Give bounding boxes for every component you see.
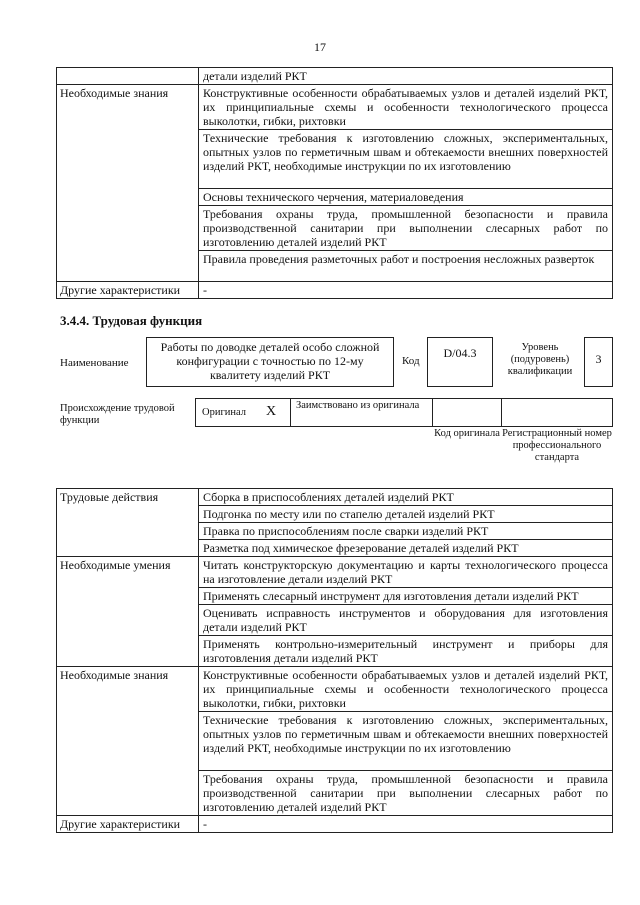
table-row [57,557,613,588]
table-row [57,68,613,85]
table-cell: Подгонка по месту или по стапелю деталей изделий РКТ [199,506,613,523]
table-cell: - [199,816,613,833]
origin-label: Происхождение трудовой функции [60,403,175,426]
row-category: Необходимые умения [57,557,199,667]
row-category: Необходимые знания [57,667,199,816]
divider [290,399,291,426]
row-category: Другие характеристики [57,282,199,299]
section-heading: 3.4.4. Трудовая функция [60,313,203,328]
name-box [146,337,394,387]
row-category: Необходимые знания [57,85,199,282]
table-cell: Применять слесарный инструмент для изготовления детали изделий РКТ [199,588,613,605]
row-category [57,68,199,85]
table-cell: Конструктивные особенности обрабатываемых узлов и деталей изделий РКТ, их принципиальные схемы и особенности технологического процесса выколотки, гибки, рихтовки [199,85,613,130]
table-cell: - [199,282,613,299]
row-category: Трудовые действия [57,489,199,557]
table-cell: Требования охраны труда, промышленной безопасности и правила производственной санитарии при выполнении слесарных работ по изготовлению деталей изделий РКТ [199,771,613,816]
name-label: Наименование [60,357,129,369]
table-row [57,816,613,833]
table-cell: Читать конструкторскую документацию и карты технологического процесса на изготовление детали изделий РКТ [199,557,613,588]
table-row [57,282,613,299]
level-label: Уровень (подуровень) квалификации [507,342,573,377]
table-cell: детали изделий РКТ [199,68,613,85]
level-value: 3 [595,352,602,366]
divider [501,399,502,426]
table-cell: Сборка в приспособлениях деталей изделий РКТ [199,489,613,506]
code-value: D/04.3 [443,346,477,360]
table-cell: Технические требования к изготовлению сложных, экспериментальных, опытных узлов по герметичным швам и обтекаемости внешних поверхностей изделий РКТ, необходимые инструкции по их изготовлению [199,712,613,771]
table-cell: Правка по приспособлениям после сварки изделий РКТ [199,523,613,540]
borrowed-label: Заимствовано из оригинала [296,400,420,411]
table-cell: Применять контрольно-измерительный инструмент и приборы для изготовления детали изделий РКТ [199,636,613,667]
table-cell: Основы технического черчения, материаловедения [199,189,613,206]
code-original-label: Код оригинала [434,428,500,439]
table-cell: Разметка под химическое фрезерование деталей изделий РКТ [199,540,613,557]
original-mark: X [266,404,277,419]
table-row [57,667,613,712]
table-cell: Требования охраны труда, промышленной безопасности и правила производственной санитарии при выполнении слесарных работ по изготовлению деталей изделий РКТ [199,206,613,251]
table-cell: Оценивать исправность инструментов и оборудования для изготовления детали изделий РКТ [199,605,613,636]
table-cell: Правила проведения разметочных работ и построения несложных разверток [199,251,613,282]
knowledge-table-top [56,67,613,299]
code-label: Код [402,355,420,367]
divider [432,399,433,426]
level-box [584,337,613,387]
original-label: Оригинал [202,407,246,418]
page-number: 17 [314,40,326,54]
row-category: Другие характеристики [57,816,199,833]
table-cell: Конструктивные особенности обрабатываемых узлов и деталей изделий РКТ, их принципиальные схемы и особенности технологического процесса выколотки, гибки, рихтовки [199,667,613,712]
origin-row [195,398,613,427]
table-row [57,85,613,130]
reg-number-label: Регистрационный номер профессионального стандарта [502,428,612,463]
code-box [427,337,493,387]
function-table [56,488,613,833]
name-value: Работы по доводке деталей особо сложной конфигурации с точностью по 12-му квалитету изделий РКТ [160,340,380,382]
table-cell: Технические требования к изготовлению сложных, экспериментальных, опытных узлов по герметичным швам и обтекаемости внешних поверхностей изделий РКТ, необходимые инструкции по их изготовлению [199,130,613,189]
table-row [57,489,613,506]
